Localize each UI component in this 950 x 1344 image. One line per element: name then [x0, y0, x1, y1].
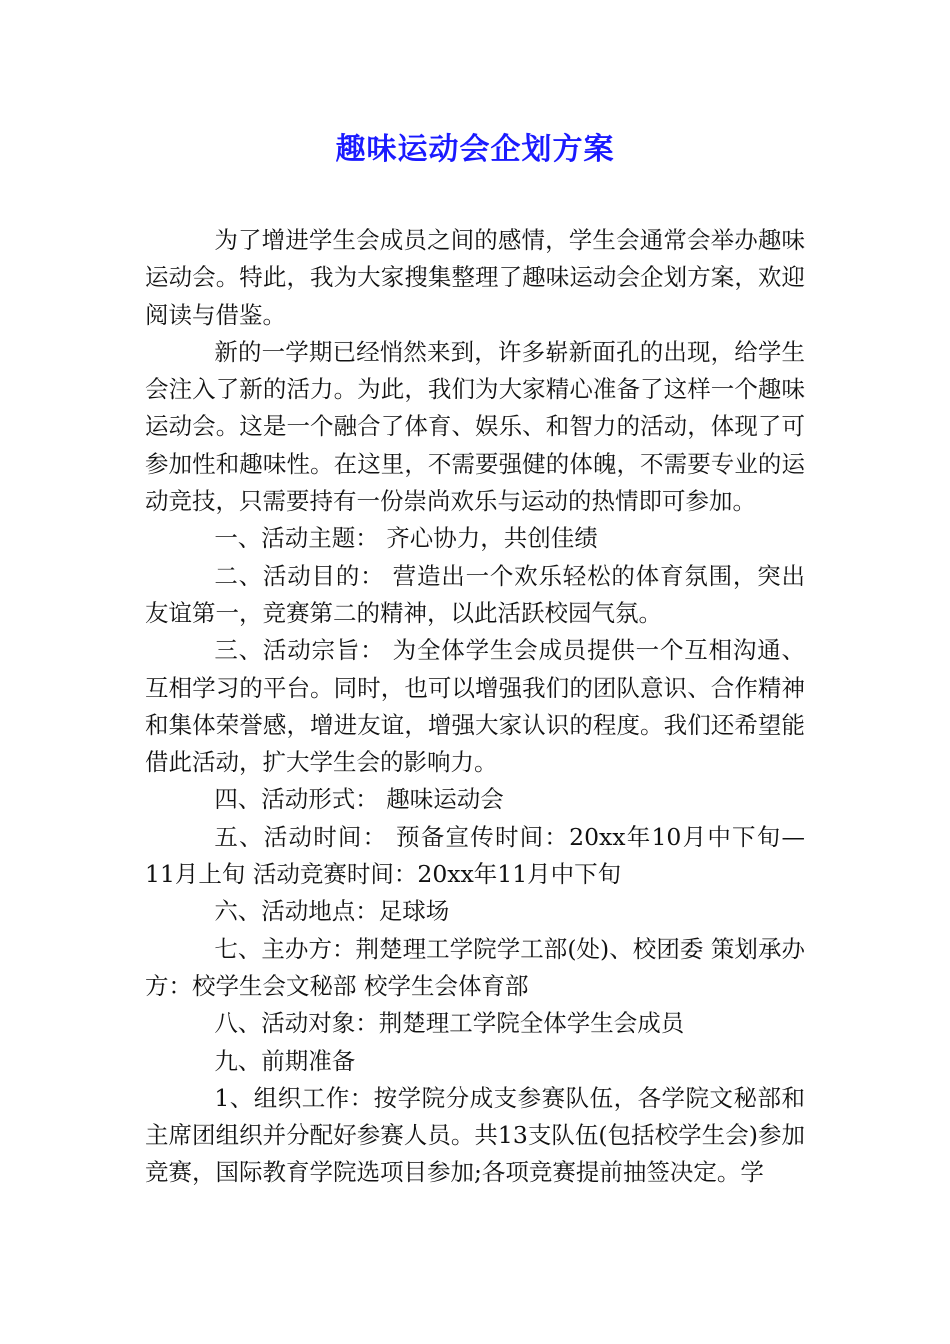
- section-purpose: 二、活动目的： 营造出一个欢乐轻松的体育氛围，突出友谊第一，竞赛第二的精神，以此活跃校园气氛。: [145, 561, 805, 627]
- section-preparation: 九、前期准备: [214, 1046, 356, 1075]
- section-location: 六、活动地点：足球场: [214, 897, 450, 926]
- section-tenet: 三、活动宗旨： 为全体学生会成员提供一个互相沟通、互相学习的平台。同时，也可以增强我们的团队意识、合作精神和集体荣誉感，增进友谊，增强大家认识的程度。我们还希望能借此活动，扩大学生会的影响力。: [145, 636, 805, 777]
- section-organizer: 七、主办方：荆楚理工学院学工部(处)、校团委 策划承办方：校学生会文秘部 校学生会体育部: [145, 934, 805, 1000]
- background-paragraph: 新的一学期已经悄然来到，许多崭新面孔的出现，给学生会注入了新的活力。为此，我们为大家精心准备了这样一个趣味运动会。这是一个融合了体育、娱乐、和智力的活动，体现了可参加性和趣味性。在这里，不需要强健的体魄，不需要专业的运动竞技，只需要持有一份崇尚欢乐与运动的热情即可参加。: [145, 337, 805, 516]
- preparation-item-organization: 1、组织工作：按学院分成支参赛队伍，各学院文秘部和主席团组织并分配好参赛人员。共13支队伍(包括校学生会)参加竞赛，国际教育学院选项目参加;各项竞赛提前抽签决定。学: [145, 1083, 805, 1187]
- section-theme: 一、活动主题： 齐心协力，共创佳绩: [214, 524, 598, 553]
- intro-paragraph: 为了增进学生会成员之间的感情，学生会通常会举办趣味运动会。特此，我为大家搜集整理了趣味运动会企划方案，欢迎阅读与借鉴。: [145, 226, 805, 329]
- section-participants: 八、活动对象：荆楚理工学院全体学生会成员: [214, 1009, 685, 1038]
- document-title: 趣味运动会企划方案: [335, 132, 615, 167]
- document-body: [145, 222, 805, 1192]
- section-format: 四、活动形式： 趣味运动会: [214, 785, 504, 814]
- section-time: 五、活动时间： 预备宣传时间：20xx年10月中下旬—11月上旬 活动竞赛时间：20xx年11月中下旬: [145, 822, 805, 889]
